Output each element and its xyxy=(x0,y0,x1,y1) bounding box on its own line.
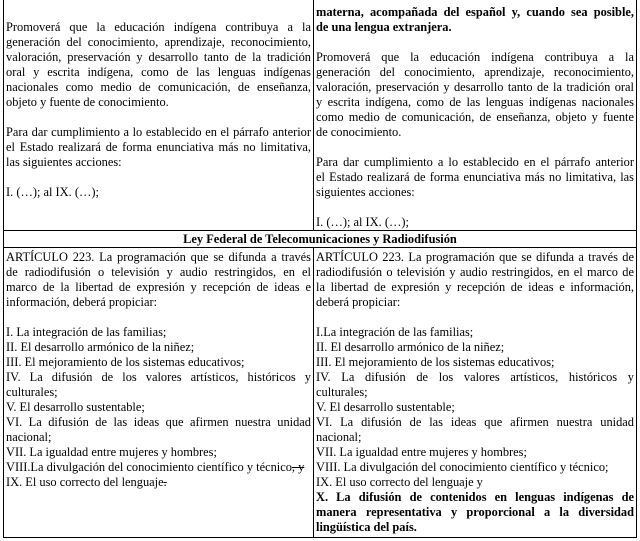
list-item-i: I.La integración de las familias; xyxy=(316,325,474,339)
text-line: materna, acompañada del español y, cuando sea posible, xyxy=(316,5,634,19)
text-line: I. (…); al IX. (…); xyxy=(316,215,409,229)
text-line: Promoverá que la educación indígena contribuya a la xyxy=(6,20,311,34)
text-line: nacionales como medio de comunicación, de enseñanza, xyxy=(6,80,311,94)
text-line: valoración, preservación y desarrollo tanto de la tradición xyxy=(6,50,311,64)
paragraph-fractions xyxy=(316,215,634,230)
text-line: VI. La difusión de las ideas que afirmen nuestra unidad xyxy=(6,415,311,429)
list-item-viii-text: VIII.La divulgación del conocimiento científico y técnico xyxy=(6,460,292,474)
text-line: IV. La difusión de los valores artísticos, históricos y xyxy=(6,370,311,384)
text-line: de una lengua extranjera. xyxy=(316,20,452,34)
list-item-iii: III. El mejoramiento de los sistemas educativos; xyxy=(316,355,555,369)
paragraph-state-actions xyxy=(316,155,634,200)
list-item-ix: IX. El uso correcto del lenguaje y xyxy=(316,475,483,489)
text-line: ARTÍCULO 223. La programación que se difunda a través de xyxy=(316,250,634,264)
text-line: nacional; xyxy=(6,430,52,444)
list-item-iii: III. El mejoramiento de los sistemas educativos; xyxy=(6,355,245,369)
list-item-ii: II. El desarrollo armónico de la niñez; xyxy=(316,340,505,354)
text-line: culturales; xyxy=(6,385,58,399)
text-line: como medio de comunicación, de enseñanza, objeto y fuente xyxy=(316,110,634,124)
list-item-viii: VIII. La divulgación del conocimiento científico y técnico; xyxy=(316,460,609,474)
text-line: objeto y fuente de conocimiento. xyxy=(6,95,169,109)
text-line: y escrita indígena, como de las lenguas indígenas nacionales xyxy=(316,95,634,109)
text-line: radiodifusión o televisión y audio restringidos, en el marco de xyxy=(316,265,634,279)
text-line: información, deberá propiciar: xyxy=(6,295,158,309)
right-column-cell-top xyxy=(314,0,636,230)
list-item-v: V. El desarrollo sustentable; xyxy=(316,400,455,414)
list-item-ix-text: IX. El uso correcto del lenguaje xyxy=(6,475,164,489)
text-line: I. (…); al IX. (…); xyxy=(6,185,99,199)
paragraph-indigenous-education xyxy=(316,50,634,140)
text-line: valoración, preservación y desarrollo tanto de la tradición oral xyxy=(316,80,634,94)
text-line: culturales; xyxy=(316,385,368,399)
left-column-cell-article-223 xyxy=(4,248,313,537)
text-line: IV. La difusión de los valores artísticos, históricos y xyxy=(316,370,634,384)
article-223-intro xyxy=(6,250,311,310)
text-line: de radiodifusión o televisión y audio restringidos, en el xyxy=(6,265,311,279)
list-item-iv xyxy=(316,370,634,400)
text-line: lingüística del país. xyxy=(316,520,417,534)
text-line: deberá propiciar: xyxy=(316,295,401,309)
list-item-ix xyxy=(6,475,311,490)
comparison-table xyxy=(3,0,637,538)
article-223-fractions-list xyxy=(6,325,311,490)
list-item-vii: VII. La igualdad entre mujeres y hombres; xyxy=(6,445,217,459)
left-column-cell-top xyxy=(4,0,313,230)
law-title: Ley Federal de Telecomunicaciones y Radiodifusión xyxy=(4,231,636,247)
list-item-v: V. El desarrollo sustentable; xyxy=(6,400,145,414)
text-line: la libertad de expresión y recepción de ideas e información, xyxy=(316,280,634,294)
list-item-i: I. La integración de las familias; xyxy=(6,325,167,339)
text-line: VI. La difusión de las ideas que afirmen nuestra unidad xyxy=(316,415,634,429)
text-line: nacional; xyxy=(316,430,362,444)
deleted-text: . xyxy=(163,475,167,489)
text-line: generación del conocimiento, aprendizaje, reconocimiento, xyxy=(316,65,634,79)
text-line: siguientes acciones: xyxy=(316,185,415,199)
list-item-vi xyxy=(6,415,311,445)
text-line: Para dar cumplimiento a lo establecido en el párrafo anterior xyxy=(6,125,311,139)
right-column-cell-article-223 xyxy=(314,248,636,537)
deleted-text: , y xyxy=(291,460,305,474)
list-item-vii: VII. La igualdad entre mujeres y hombres; xyxy=(316,445,527,459)
text-line: de conocimiento. xyxy=(316,125,402,139)
list-item-iv xyxy=(6,370,311,400)
article-223-intro xyxy=(316,250,634,310)
list-item-viii xyxy=(6,460,311,475)
article-223-fractions-list xyxy=(316,325,634,535)
text-line: X. La difusión de contenidos en lenguas indígenas de xyxy=(316,490,634,504)
text-line: manera representativa y proporcional a la diversidad xyxy=(316,505,634,519)
text-line: marco de la libertad de expresión y recepción de ideas e xyxy=(6,280,311,294)
paragraph-state-actions xyxy=(6,125,311,170)
list-item-x-added xyxy=(316,490,634,535)
text-line: ARTÍCULO 223. La programación que se difunda a través xyxy=(6,250,311,264)
list-item-ii: II. El desarrollo armónico de la niñez; xyxy=(6,340,195,354)
text-line: oral y escrita indígena, como de las lenguas indígenas xyxy=(6,65,311,79)
paragraph-fractions xyxy=(6,185,311,200)
text-line: el Estado realizará de forma enunciativa más no limitativa, xyxy=(6,140,311,154)
text-line: Para dar cumplimiento a lo establecido en el párrafo anterior xyxy=(316,155,634,169)
text-line: el Estado realizará de forma enunciativa más no limitativa, las xyxy=(316,170,634,184)
paragraph-mother-tongue-addition xyxy=(316,5,634,35)
list-item-vi xyxy=(316,415,634,445)
paragraph-indigenous-education xyxy=(6,20,311,110)
text-line: las siguientes acciones: xyxy=(6,155,122,169)
text-line: Promoverá que la educación indígena contribuya a la xyxy=(316,50,634,64)
text-line: generación del conocimiento, aprendizaje, reconocimiento, xyxy=(6,35,311,49)
